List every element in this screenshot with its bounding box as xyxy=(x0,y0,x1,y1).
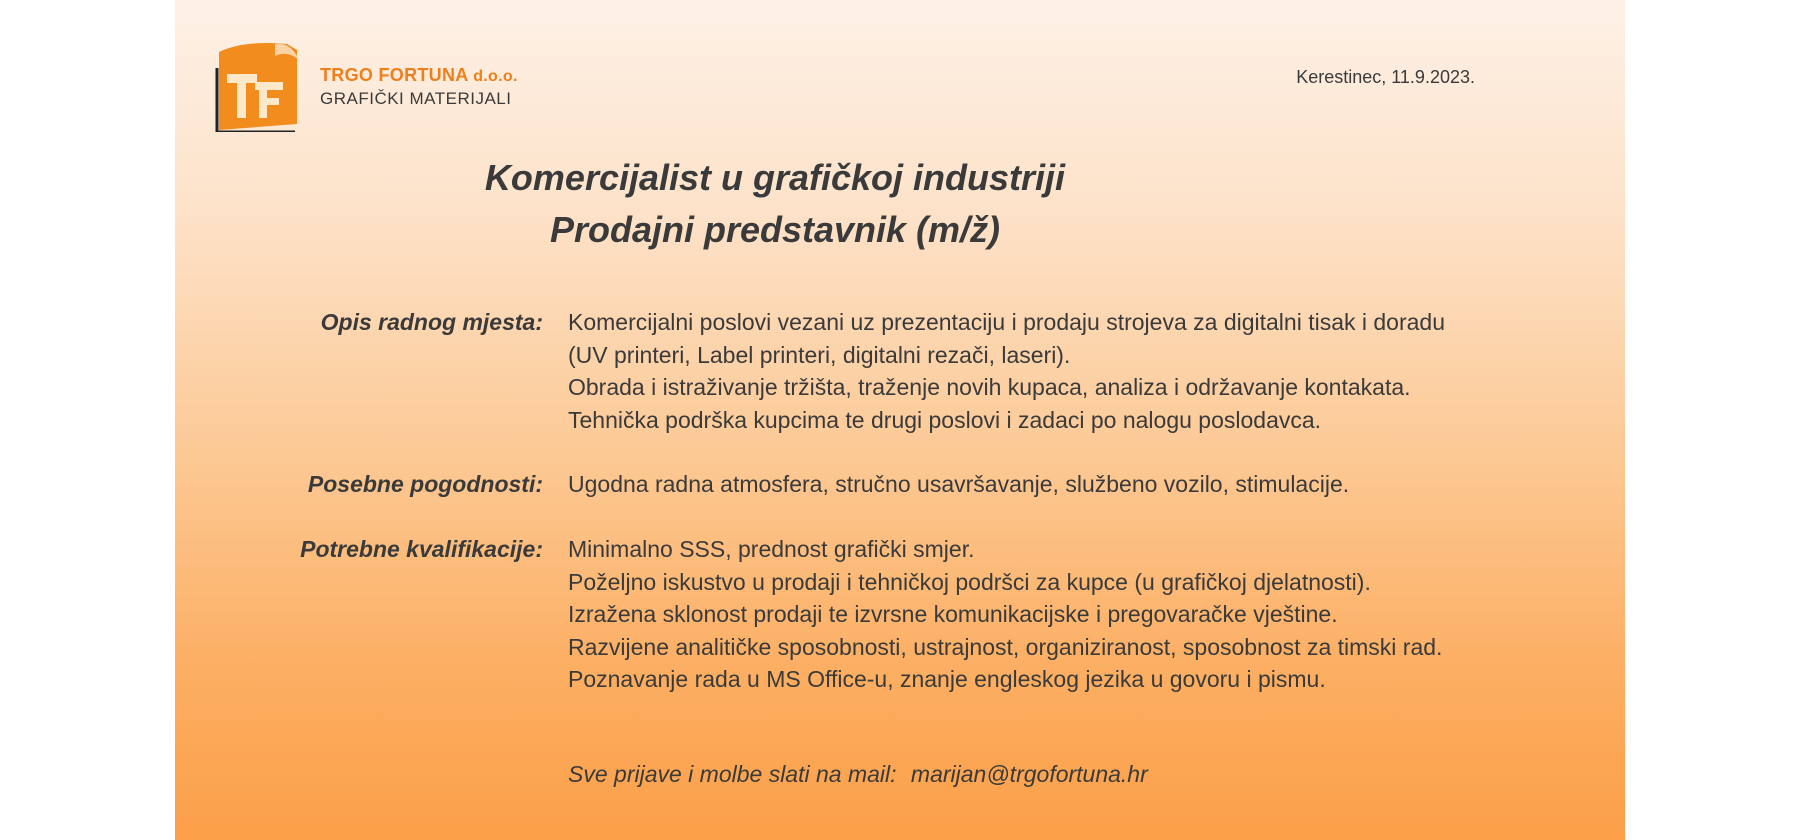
job-ad-page xyxy=(175,0,1625,840)
application-contact xyxy=(568,761,1148,788)
section-label: Posebne pogodnosti: xyxy=(307,471,543,497)
place-date: Kerestinec, 11.9.2023. xyxy=(1296,67,1475,87)
section-line: Poželjno iskustvo u prodaji i tehničkoj podršci za kupce (u grafičkoj djelatnosti). xyxy=(568,568,1371,595)
section-label: Opis radnog mjesta: xyxy=(320,309,543,335)
section-line: (UV printeri, Label printeri, digitalni rezači, laseri). xyxy=(568,341,1071,368)
section-lines xyxy=(568,533,1568,696)
company-logo-icon xyxy=(215,38,301,132)
company-brand xyxy=(320,64,518,110)
contact-text: Sve prijave i molbe slati na mail: xyxy=(568,761,897,787)
section-line: Komercijalni poslovi vezani uz prezentaciju i prodaju strojeva za digitalni tisak i doradu xyxy=(568,309,1446,335)
section-line: Minimalno SSS, prednost grafički smjer. xyxy=(568,536,975,562)
brand-suffix: d.o.o. xyxy=(473,68,518,85)
section-label: Potrebne kvalifikacije: xyxy=(300,536,543,562)
section-line: Tehnička podrška kupcima te drugi poslovi i zadaci po nalogu poslodavca. xyxy=(568,406,1322,433)
section-line: Izražena sklonost prodaji te izvrsne komunikacijske i pregovaračke vještine. xyxy=(568,601,1338,627)
job-title xyxy=(175,152,1375,256)
section-line: Ugodna radna atmosfera, stručno usavršavanje, službeno vozilo, stimulacije. xyxy=(568,471,1350,497)
section-line: Obrada i istraživanje tržišta, traženje novih kupaca, analiza i održavanje kontakata. xyxy=(568,374,1411,400)
brand-name xyxy=(320,64,518,88)
section-lines xyxy=(568,306,1568,436)
contact-email-link[interactable]: marijan@trgofortuna.hr xyxy=(910,761,1148,787)
job-title-line-2: Prodajni predstavnik (m/ž) xyxy=(549,209,1001,250)
section-lines xyxy=(568,468,1568,501)
brand-name-text: TRGO FORTUNA xyxy=(320,65,468,85)
brand-subtitle: GRAFIČKI MATERIJALI xyxy=(320,89,512,108)
job-title-line-1: Komercijalist u grafičkoj industriji xyxy=(484,157,1066,198)
section-line: Razvijene analitičke sposobnosti, ustrajnost, organiziranost, sposobnost za timski rad. xyxy=(568,633,1443,660)
section-line: Poznavanje rada u MS Office-u, znanje engleskog jezika u govoru i pismu. xyxy=(568,666,1326,692)
